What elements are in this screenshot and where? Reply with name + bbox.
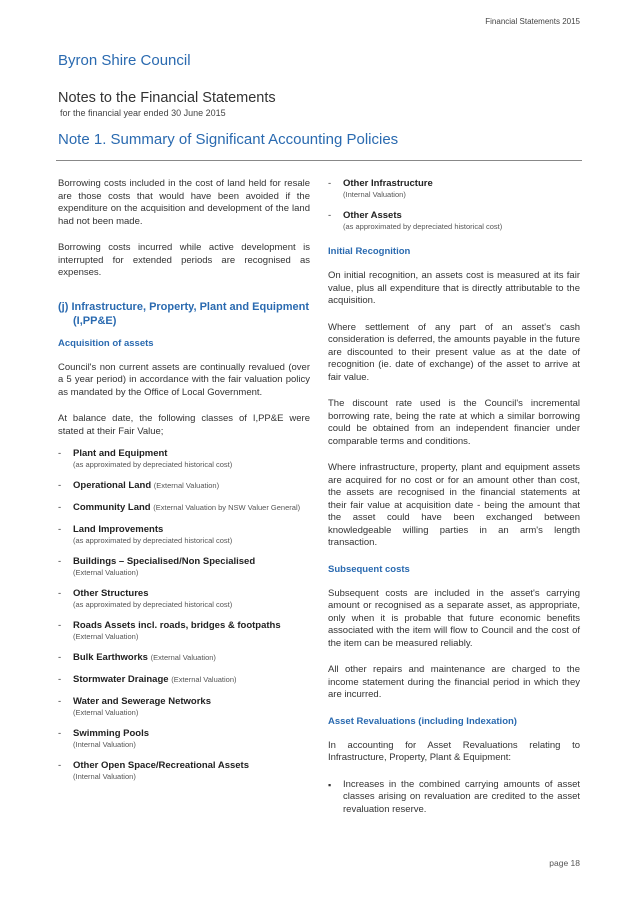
asset-class-note: (as approximated by depreciated historical cost) [73,536,233,545]
list-item: - Other Assets (as approximated by depreciated historical cost) [328,210,580,232]
list-item: - Operational Land (External Valuation) [58,480,220,491]
list-item: - Bulk Earthworks (External Valuation) [58,652,216,663]
heading-divider [56,160,582,161]
asset-class-note: (External Valuation) [150,653,216,662]
asset-class-name: Operational Land [73,480,152,491]
bullet-text: Increases in the combined carrying amounts of asset classes arising on revaluation are credited to the asset revaluation reserve. [343,778,580,815]
council-name: Byron Shire Council [58,52,191,69]
asset-class-note: (External Valuation) [171,675,237,684]
asset-class-name: Swimming Pools [73,728,150,739]
list-item: - Stormwater Drainage (External Valuation) [58,674,237,685]
asset-class-note: (Internal Valuation) [73,772,136,781]
asset-class-note: (as approximated by depreciated historical cost) [73,460,233,469]
list-item: - Roads Assets incl. roads, bridges & footpaths (External Valuation) [58,620,310,642]
subsection-heading: Initial Recognition [328,246,411,257]
paragraph: Council's non current assets are continually revalued (over a 5 year period) in accordance with the fair valuation policy as mandated by the Office of Local Government. [58,361,310,398]
document-subtitle: for the financial year ended 30 June 2015 [60,108,226,118]
list-item: - Other Open Space/Recreational Assets (Internal Valuation) [58,760,310,782]
paragraph: Where settlement of any part of an asset's cash consideration is deferred, the amounts payable in the future are discounted to their present value as at the date of recognition (ie. date of exchange) of the asset to arrive at fair value. [328,321,580,383]
list-item: - Swimming Pools (Internal Valuation) [58,728,310,750]
asset-class-name: Other Structures [73,588,149,599]
paragraph: Subsequent costs are included in the asset's carrying amount or recognised as a separate asset, as appropriate, only when it is probable that future economic benefits associated with the item will flow to Council and the cost of the item can be measured reliably. [328,587,580,649]
asset-class-name: Land Improvements [73,524,164,535]
bullet-item [328,779,580,817]
paragraph: On initial recognition, an assets cost is measured at its fair value, plus all expenditure that is directly attributable to the acquisition. [328,270,580,306]
asset-class-name: Community Land [73,502,151,513]
asset-class-note: (External Valuation by NSW Valuer General) [153,503,301,512]
asset-class-note: (External Valuation) [153,481,220,490]
asset-class-note: (Internal Valuation) [343,190,406,199]
right-column [328,178,580,816]
asset-class-name: Buildings – Specialised/Non Specialised [73,556,256,567]
page-number: page 18 [549,858,580,868]
asset-class-name: Other Assets [343,210,402,221]
list-item: - Plant and Equipment (as approximated by depreciated historical cost) [58,448,310,470]
subsection-heading: Acquisition of assets [58,337,154,349]
asset-class-note: (External Valuation) [73,708,139,717]
asset-class-name: Other Open Space/Recreational Assets [73,760,249,771]
asset-class-name: Bulk Earthworks [73,652,148,663]
asset-class-note: (External Valuation) [73,632,139,641]
asset-class-name: Water and Sewerage Networks [73,696,211,707]
list-item: - Land Improvements (as approximated by depreciated historical cost) [58,524,310,546]
asset-class-name: Roads Assets incl. roads, bridges & footpaths [73,620,281,631]
bullet-icon: ▪ [328,779,332,790]
document-title: Notes to the Financial Statements [58,90,276,106]
asset-class-name: Stormwater Drainage [73,674,169,685]
asset-class-note: (External Valuation) [73,568,139,577]
subsection-heading: Asset Revaluations (including Indexation) [328,715,517,727]
paragraph: Borrowing costs included in the cost of land held for resale are those costs that would have been avoided if the expenditure on the acquisition and development of the land had not been made. [58,178,310,227]
asset-class-note: (as approximated by depreciated historical cost) [343,222,503,231]
list-item: - Other Infrastructure (Internal Valuation) [328,178,580,200]
list-item: - Buildings – Specialised/Non Specialised (External Valuation) [58,556,310,578]
list-item: - Other Structures (as approximated by depreciated historical cost) [58,588,310,610]
paragraph: Borrowing costs incurred while active development is interrupted for extended periods are recognised as expenses. [58,242,310,278]
section-heading: (j) Infrastructure, Property, Plant and Equipment (I,PP&E) [58,300,309,327]
paragraph: The discount rate used is the Council's incremental borrowing rate, being the rate at which a similar borrowing could be obtained from an independent financier under comparable terms and conditions. [328,398,580,447]
paragraph: In accounting for Asset Revaluations relating to Infrastructure, Property, Plant & Equipment: [328,739,580,763]
paragraph: All other repairs and maintenance are charged to the income statement during the financial period in which they are incurred. [328,664,580,700]
paragraph: Where infrastructure, property, plant and equipment assets are acquired for no cost or for an amount other than cost, the assets are recognised in the financial statements at their fair value at acquisition date - being the amount that the asset could have been exchanged between knowledgeable willing parties in an arm's length transaction. [328,462,580,548]
asset-class-name: Plant and Equipment [73,448,168,459]
note-heading: Note 1. Summary of Significant Accounting Policies [58,131,399,148]
subsection-heading: Subsequent costs [328,563,410,575]
list-item: - Water and Sewerage Networks (External Valuation) [58,696,310,718]
asset-class-name: Other Infrastructure [343,178,433,189]
left-column [58,178,310,792]
asset-class-note: (Internal Valuation) [73,740,136,749]
list-item: - Community Land (External Valuation by NSW Valuer General) [58,502,301,513]
asset-class-note: (as approximated by depreciated historical cost) [73,600,233,609]
running-header: Financial Statements 2015 [485,17,580,26]
paragraph: At balance date, the following classes of I,PP&E were stated at their Fair Value; [58,413,310,437]
